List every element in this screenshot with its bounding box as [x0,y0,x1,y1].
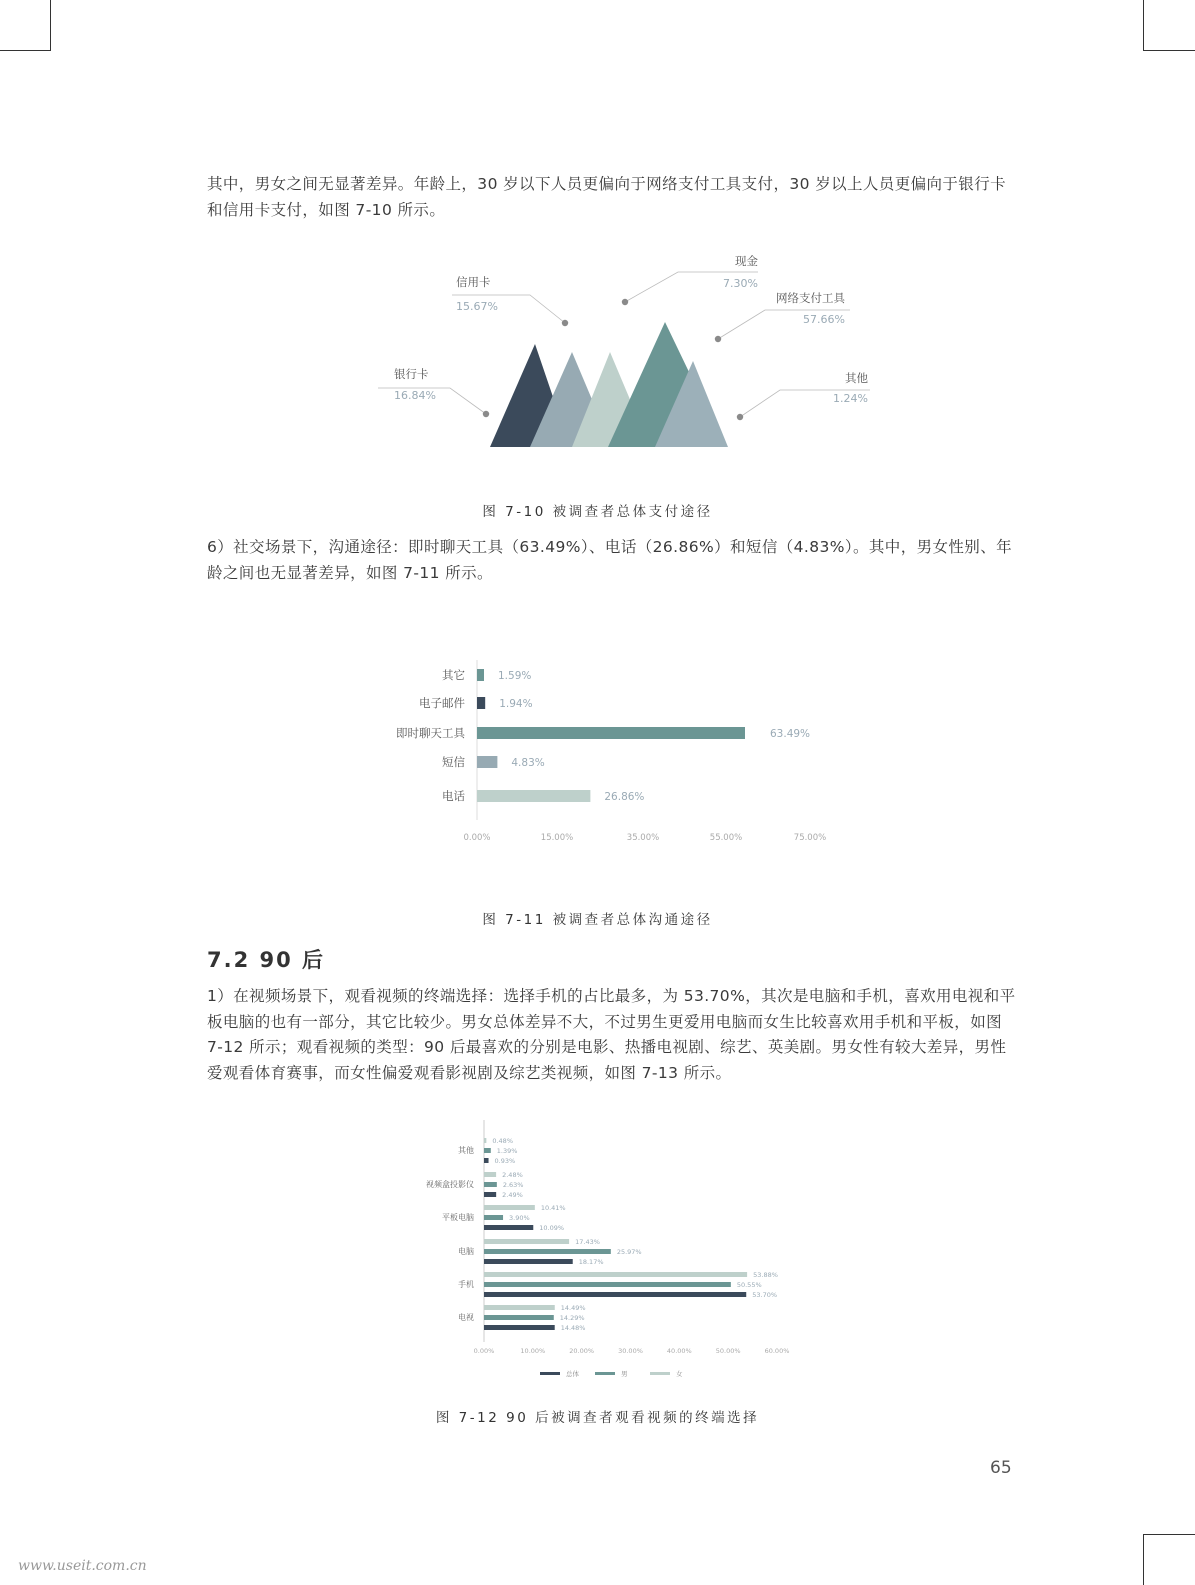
bar-1 [477,697,485,709]
page-number: 65 [990,1458,1012,1478]
mountain-label-4: 其他 [845,371,868,385]
x-tick-label: 0.00% [463,833,491,843]
bar-category-label: 其它 [442,668,465,682]
mountain-value-4: 1.24% [833,392,868,405]
bar-value-label: 14.48% [560,1324,586,1332]
watermark: www.useit.com.cn [18,1558,147,1574]
x-tick-label: 55.00% [709,833,743,843]
bar-0-1 [484,1192,496,1197]
bar-2-2 [484,1205,535,1210]
payment-mountain-chart [360,250,900,460]
mountain-label-3: 网络支付工具 [776,291,845,305]
x-tick-label: 10.00% [520,1347,546,1355]
group-category-label: 电脑 [458,1247,474,1256]
legend-label-2: 女 [676,1370,683,1378]
bar-value-label: 50.55% [736,1281,762,1289]
bar-1-0 [484,1148,491,1153]
video-device-bar-chart [400,1120,820,1390]
paragraph-communication: 6）社交场景下，沟通途径：即时聊天工具（63.49%）、电话（26.86%）和短信（4.83%）。其中，男女性别、年龄之间也无显著差异，如图 7-11 所示。 [207,538,1013,582]
mountain-label-2: 现金 [735,254,758,268]
bar-value-label: 10.09% [539,1224,565,1232]
figure-caption-7-10: 图 7-10 被调查者总体支付途径 [482,504,713,520]
bar-value-label: 2.48% [502,1171,523,1179]
bar-value-label: 0.48% [492,1137,514,1145]
legend-label-1: 男 [621,1370,628,1378]
x-tick-label: 50.00% [715,1347,741,1355]
bar-category-label: 电子邮件 [419,696,465,710]
bar-value-label: 2.63% [502,1181,524,1189]
bar-0-5 [484,1325,555,1330]
bar-1-5 [484,1315,554,1320]
x-tick-label: 35.00% [626,833,660,843]
x-tick-label: 60.00% [764,1347,790,1355]
bar-value-label: 1.59% [498,670,532,682]
bar-2 [477,727,745,739]
mountain-value-1: 15.67% [456,300,498,313]
bar-0-3 [484,1259,573,1264]
bar-value-label: 53.70% [752,1291,778,1299]
bar-value-label: 0.93% [494,1157,516,1165]
bar-category-label: 短信 [442,755,465,769]
figure-caption-7-12: 图 7-12 90 后被调查者观看视频的终端选择 [435,1410,760,1426]
communication-bar-chart [360,655,860,855]
bar-0 [477,669,484,681]
section-title: 7.2 90 后 [207,948,326,972]
bar-0-2 [484,1225,533,1230]
bar-value-label: 26.86% [604,791,645,803]
paragraph-video: 1）在视频场景下，观看视频的终端选择：选择手机的占比最多，为 53.70%，其次是电脑和手机，喜欢用电视和平板电脑的也有一部分，其它比较少。男女总体差异不大，不过男生更爱用电脑而女生比较喜欢用手机和平板，如图 7-12 所示；观看视频的类型：90 后最喜欢的分别是电影、热播电视剧、综艺、英美剧。男女性有较大差异，男性爱观看体育赛事，而女性偏爱观看影视剧及综艺类视频，如图 7-13 所示。 [207,987,1016,1082]
legend-swatch-2 [650,1372,670,1375]
group-category-label: 手机 [458,1280,474,1289]
bar-value-label: 1.39% [496,1147,518,1155]
mountain-value-2: 7.30% [723,277,758,290]
group-category-label: 电视 [458,1313,474,1322]
mountain-value-0: 16.84% [394,389,436,402]
bar-value-label: 3.90% [509,1214,530,1222]
x-tick-label: 15.00% [540,833,574,843]
group-category-label: 视频盒投影仪 [426,1180,474,1189]
leader-dot-4 [737,414,743,420]
bar-0-4 [484,1292,746,1297]
group-category-label: 平板电脑 [442,1213,474,1222]
bar-4 [477,790,590,802]
bar-value-label: 14.49% [560,1304,586,1312]
paragraph-payment: 其中，男女之间无显著差异。年龄上，30 岁以下人员更偏向于网络支付工具支付，30 岁以上人员更偏向于银行卡和信用卡支付，如图 7-10 所示。 [207,175,1007,219]
bar-1-2 [484,1215,503,1220]
mountain-value-3: 57.66% [803,313,845,326]
bar-1-3 [484,1249,611,1254]
figure-caption-7-11: 图 7-11 被调查者总体沟通途径 [482,912,713,928]
bar-value-label: 4.83% [511,757,545,769]
bar-2-5 [484,1305,555,1310]
x-tick-label: 40.00% [666,1347,692,1355]
crop-mark-bottom-right [1143,1534,1144,1585]
bar-value-label: 18.17% [578,1258,604,1266]
leader-dot-1 [562,320,568,326]
group-category-label: 其他 [458,1146,474,1155]
legend-swatch-0 [540,1372,560,1375]
crop-mark-top-right [1143,50,1195,51]
leader-dot-3 [715,336,721,342]
bar-1-1 [484,1182,497,1187]
bar-category-label: 电话 [442,789,465,803]
bar-1-4 [484,1282,731,1287]
bar-0-0 [484,1158,489,1163]
bar-2-0 [484,1138,486,1143]
leader-dot-2 [622,299,628,305]
crop-mark-bottom-right [1143,1534,1195,1535]
bar-value-label: 2.49% [502,1191,523,1199]
x-tick-label: 0.00% [473,1347,495,1355]
x-tick-label: 30.00% [618,1347,643,1355]
bar-value-label: 14.29% [559,1314,585,1322]
bar-2-4 [484,1272,747,1277]
bar-value-label: 10.41% [540,1204,566,1212]
x-tick-label: 20.00% [569,1347,595,1355]
legend-swatch-1 [595,1372,615,1375]
bar-value-label: 25.97% [616,1248,642,1256]
bar-value-label: 1.94% [499,698,533,710]
x-tick-label: 75.00% [793,833,827,843]
mountain-label-0: 银行卡 [394,367,429,381]
crop-mark-top-left [0,50,50,51]
leader-dot-0 [483,411,489,417]
bar-2-1 [484,1172,496,1177]
bar-value-label: 53.88% [753,1271,778,1279]
mountain-label-1: 信用卡 [456,275,491,289]
bar-3 [477,756,497,768]
legend-label-0: 总体 [566,1370,579,1378]
bar-category-label: 即时聊天工具 [396,726,465,740]
crop-mark-top-left [50,0,51,51]
bar-value-label: 17.43% [575,1238,600,1246]
bar-2-3 [484,1239,569,1244]
crop-mark-top-right [1143,0,1144,51]
bar-value-label: 63.49% [770,728,811,740]
